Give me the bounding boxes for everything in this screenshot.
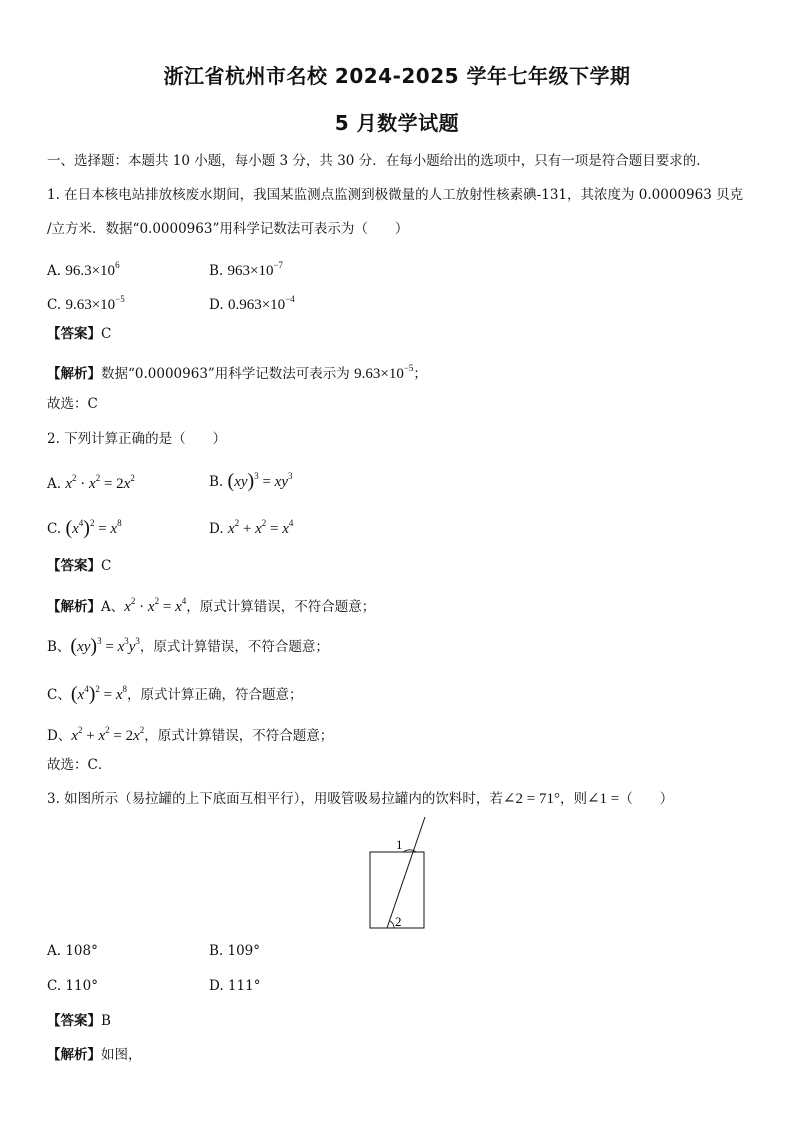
q1-option-d: D. $0.963\times 10^{-4}$ [209, 294, 295, 313]
q2-option-c: C. $(x^4)^2 = x^8$ [47, 517, 122, 539]
can-straw-figure [360, 812, 440, 932]
q3-option-b: B. 109° [209, 943, 261, 959]
q1-option-b: B. $963\times 10^{-7}$ [209, 260, 284, 279]
q2-stem: 2. 下列计算正确的是（ ） [47, 431, 227, 447]
q2-option-d: D. $x^2 + x^2 = x^4$ [209, 518, 294, 537]
q3-analysis: 【解析】如图， [47, 1047, 142, 1063]
straw-line [387, 817, 425, 928]
q1-choice: 故选：C [47, 396, 98, 412]
q1-analysis: 【解析】数据“0.0000963”用科学记数法可表示为 $9.63\times 10^{-5}$； [47, 363, 427, 382]
q1-stem-line-1: 1. 在日本核电站排放核废水期间，我国某监测点监测到极微量的人工放射性核素碘-131，其浓度为 0.0000963 贝克 [47, 187, 744, 203]
q3-option-d: D. 111° [209, 978, 261, 994]
exam-subtitle: 5 月数学试题 [334, 111, 460, 135]
q2-option-b: B. $(xy)^3 = xy^3$ [209, 470, 293, 492]
q2-analysis-d: D、$x^2 + x^2 = 2x^2$，原式计算错误，不符合题意； [47, 725, 334, 744]
q1-option-c: C. $9.63\times 10^{-5}$ [47, 294, 125, 313]
angle-1-label: 1 [396, 837, 403, 852]
q3-option-a: A. 108° [47, 943, 98, 959]
q1-stem-line-2: /立方米．数据“0.0000963”用科学记数法可表示为（ ） [47, 221, 409, 237]
angle-2-label: 2 [395, 914, 402, 929]
q2-analysis-c: C、$(x^4)^2 = x^8$，原式计算正确，符合题意； [47, 683, 303, 705]
q2-choice: 故选：C． [47, 757, 112, 773]
q3-answer: 【答案】B [47, 1013, 111, 1029]
exam-title: 浙江省杭州市名校 2024-2025 学年七年级下学期 [163, 64, 631, 88]
q1-option-a: A. $96.3\times 10^6$ [47, 260, 120, 279]
q2-option-a: A. $x^2 \cdot x^2 = 2x^2$ [47, 473, 135, 492]
angle-2-arc [390, 921, 394, 928]
q3-option-c: C. 110° [47, 978, 98, 994]
q1-answer: 【答案】C [47, 326, 112, 342]
q2-answer: 【答案】C [47, 558, 112, 574]
q3-stem: 3. 如图所示（易拉罐的上下底面互相平行），用吸管吸易拉罐内的饮料时，若∠2 = 71°，则∠1 =（ ） [47, 791, 674, 807]
section-heading: 一、选择题：本题共 10 小题，每小题 3 分，共 30 分．在每小题给出的选项中，只有一项是符合题目要求的． [47, 153, 710, 169]
q2-analysis-a: 【解析】A、$x^2 \cdot x^2 = x^4$，原式计算错误，不符合题意； [47, 596, 376, 615]
q2-analysis-b: B、$(xy)^3 = x^3y^3$，原式计算错误，不符合题意； [47, 635, 329, 657]
